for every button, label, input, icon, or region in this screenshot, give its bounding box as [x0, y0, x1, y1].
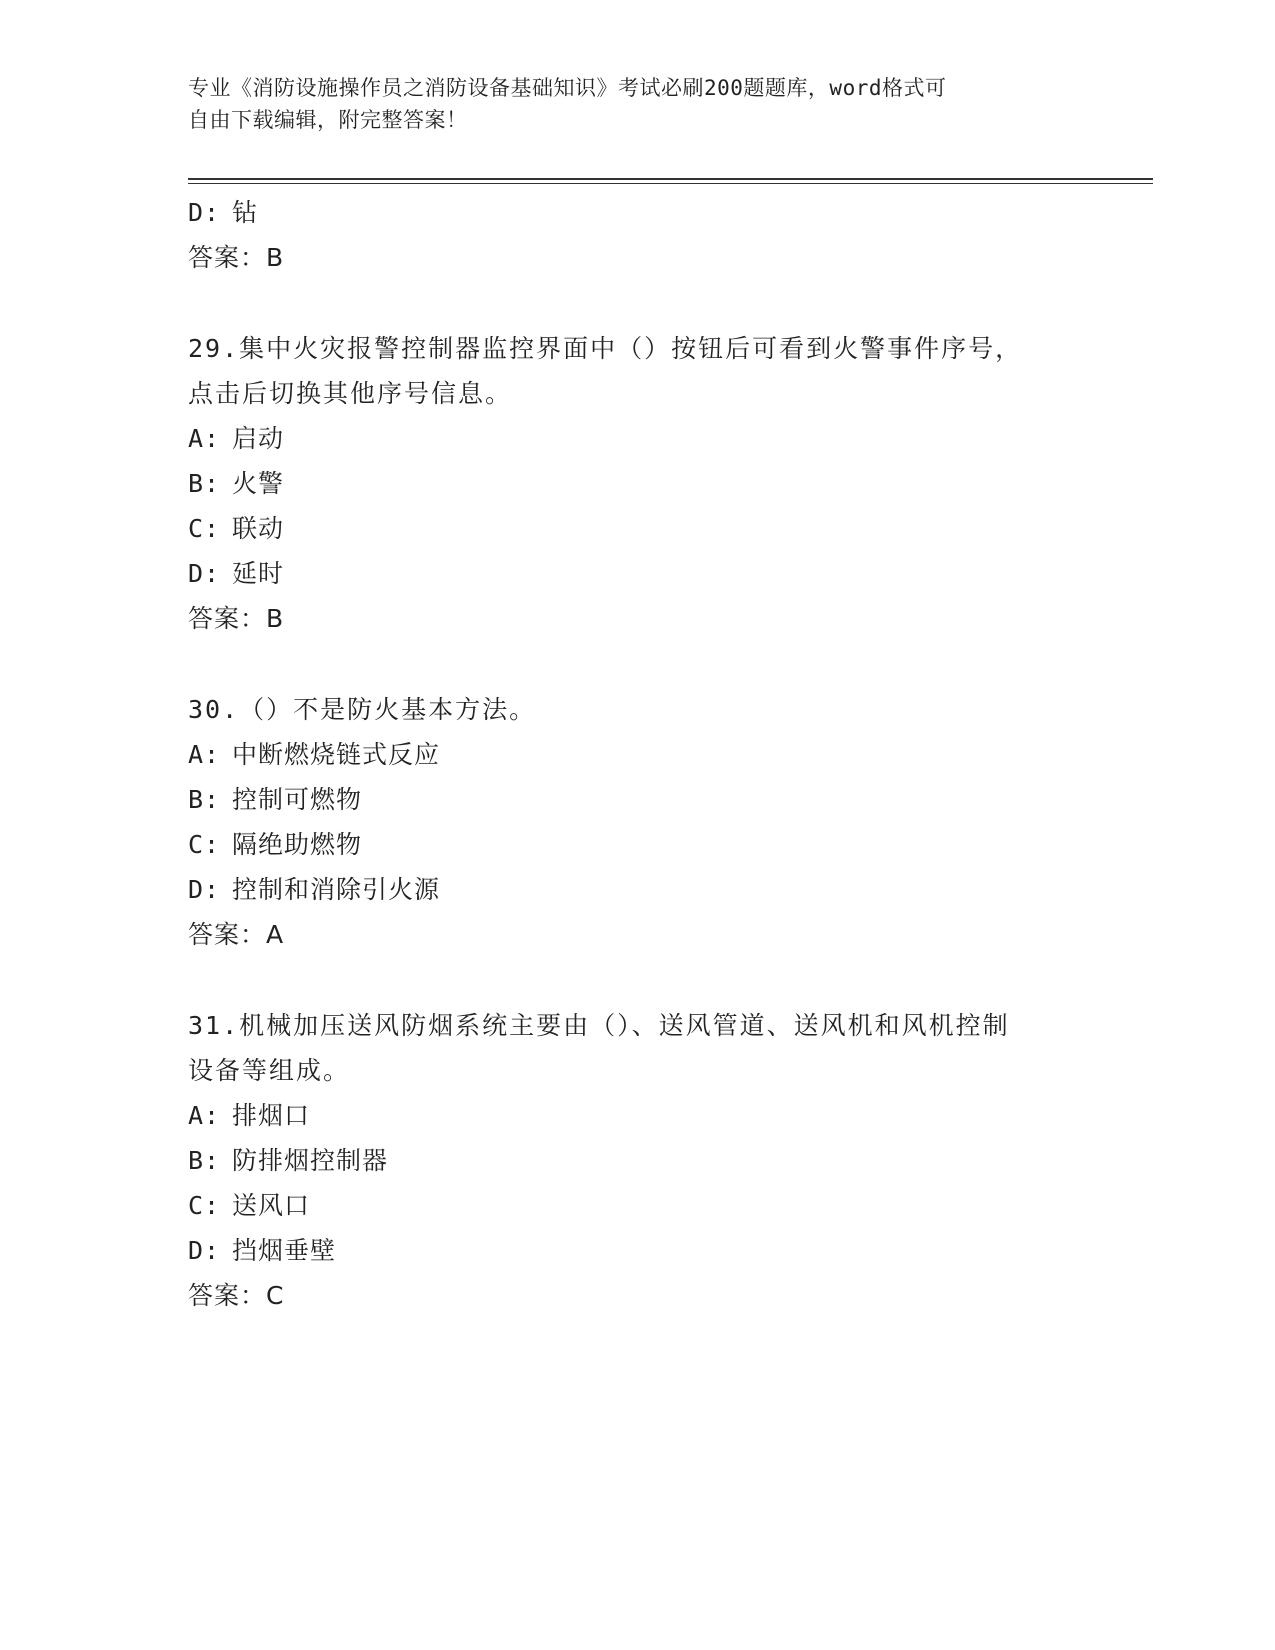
option-key: B:: [188, 469, 221, 498]
option-text: 控制和消除引火源: [232, 875, 441, 904]
header-line-1: 专业《消防设施操作员之消防设备基础知识》考试必刷200题题库，word格式可: [188, 76, 947, 100]
option-key: D:: [188, 198, 221, 227]
option-key: B:: [188, 1146, 221, 1175]
option-key: C:: [188, 1191, 221, 1220]
option-text: 排烟口: [232, 1101, 311, 1130]
question-text-line-1: 30.（）不是防火基本方法。: [188, 695, 537, 724]
header-line-2: 自由下载编辑，附完整答案！: [188, 108, 468, 132]
option-d: [188, 867, 1108, 912]
option-a: [188, 416, 1108, 461]
option-b: [188, 461, 1108, 506]
option-text: 启动: [232, 424, 285, 453]
option-d: [188, 1228, 1108, 1273]
option-text: 钻: [232, 198, 259, 227]
answer-line: 答案：B: [188, 243, 285, 272]
option-key: A:: [188, 740, 221, 769]
option-text: 控制可燃物: [232, 785, 363, 814]
answer-line: 答案：B: [188, 604, 285, 633]
option-d: [188, 190, 1108, 235]
option-text: 防排烟控制器: [232, 1146, 389, 1175]
question-31: [188, 1003, 1108, 1318]
option-key: A:: [188, 1101, 221, 1130]
option-a: [188, 1093, 1108, 1138]
option-key: C:: [188, 830, 221, 859]
option-key: A:: [188, 424, 221, 453]
header-divider-thin: [188, 183, 1153, 184]
option-c: [188, 506, 1108, 551]
answer-line: 答案：C: [188, 1281, 285, 1310]
option-key: D:: [188, 875, 221, 904]
option-text: 火警: [232, 469, 285, 498]
option-text: 联动: [232, 514, 285, 543]
question-text-line-1: 29.集中火灾报警控制器监控界面中（）按钮后可看到火警事件序号，: [188, 334, 1023, 363]
option-key: C:: [188, 514, 221, 543]
document-header: [188, 72, 1068, 136]
option-text: 中断燃烧链式反应: [232, 740, 441, 769]
option-key: D:: [188, 559, 221, 588]
question-text-line-2: 点击后切换其他序号信息。: [188, 379, 513, 408]
option-a: [188, 732, 1108, 777]
question-30: [188, 687, 1108, 957]
option-text: 隔绝助燃物: [232, 830, 363, 859]
question-28-tail: [188, 190, 1108, 280]
option-key: D:: [188, 1236, 221, 1265]
option-c: [188, 1183, 1108, 1228]
option-c: [188, 822, 1108, 867]
header-divider-thick: [188, 178, 1153, 180]
option-b: [188, 1138, 1108, 1183]
answer-line: 答案：A: [188, 920, 285, 949]
option-b: [188, 777, 1108, 822]
option-text: 挡烟垂壁: [232, 1236, 337, 1265]
option-text: 延时: [232, 559, 285, 588]
option-key: B:: [188, 785, 221, 814]
option-text: 送风口: [232, 1191, 311, 1220]
question-list: [188, 190, 1108, 1318]
option-d: [188, 551, 1108, 596]
question-text-line-1: 31.机械加压送风防烟系统主要由（）、送风管道、送风机和风机控制: [188, 1011, 1010, 1040]
question-text-line-2: 设备等组成。: [188, 1056, 351, 1085]
question-29: [188, 326, 1108, 641]
